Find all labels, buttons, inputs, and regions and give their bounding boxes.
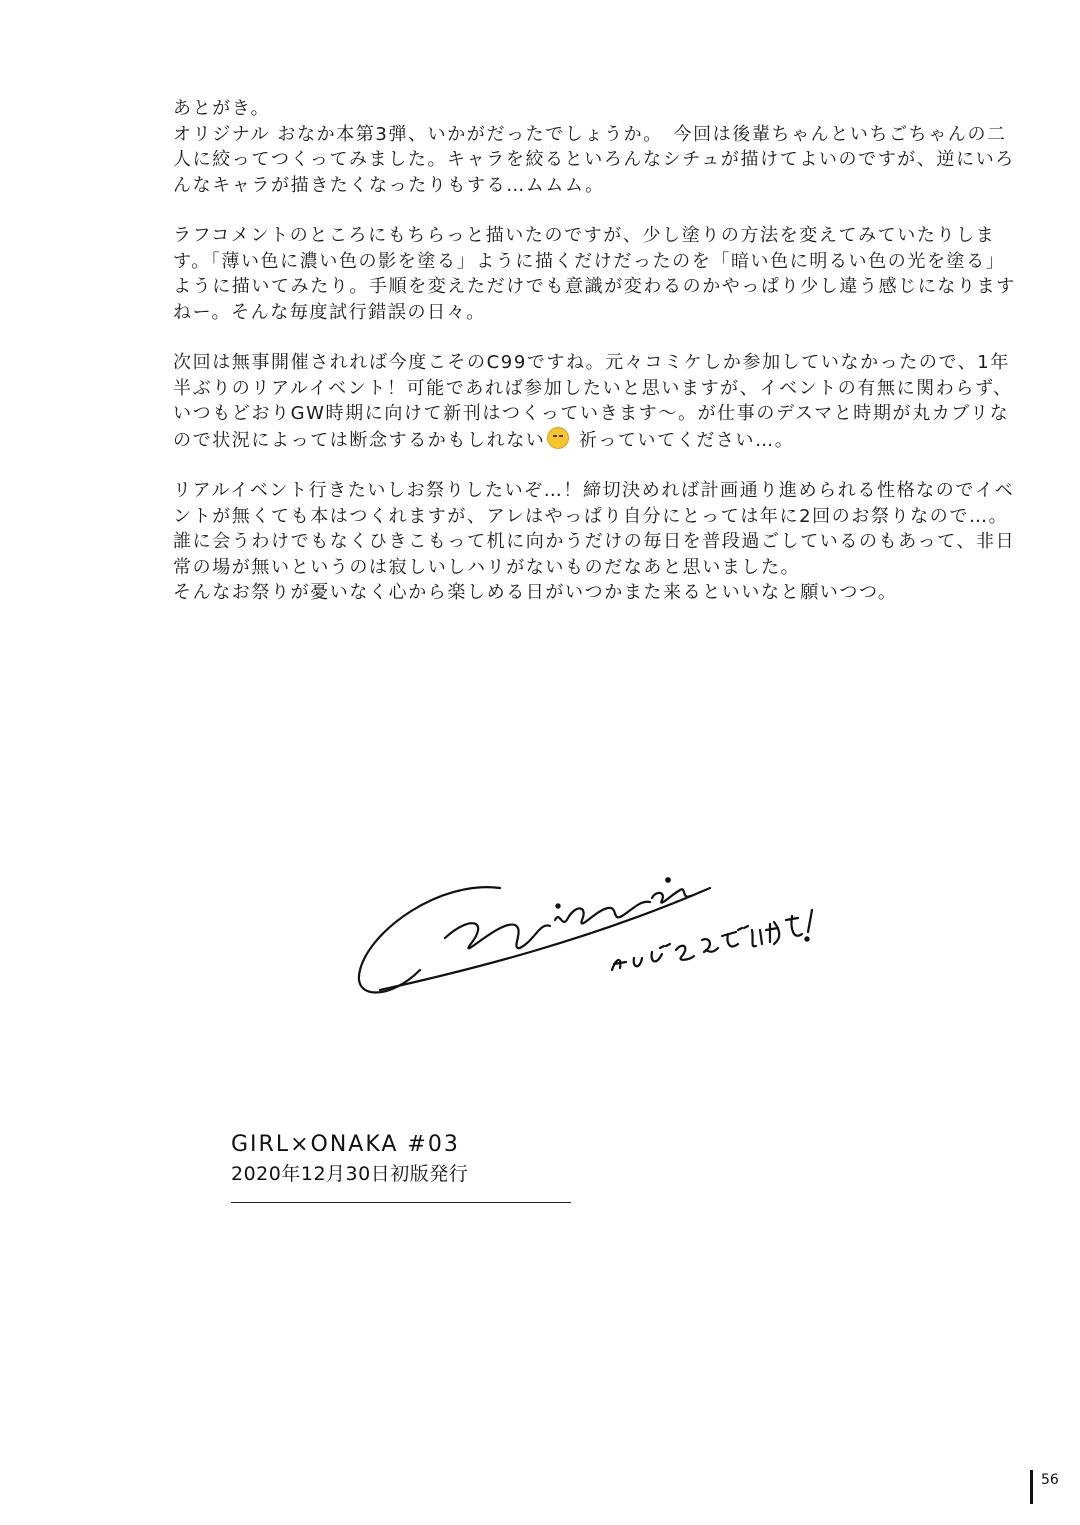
handwritten-signature <box>350 860 830 1020</box>
afterword-paragraph <box>173 223 1016 325</box>
text-line: あとがき。 <box>173 98 271 119</box>
text-line: オリジナル おなか本第3弾、いかがだったでしょうか。 今回は後輩ちゃんといちごちゃんの二 <box>173 123 1007 145</box>
afterword-text <box>173 96 1016 631</box>
text-line: ねー。そんな毎度試行錯誤の日々。 <box>173 301 486 323</box>
crying-face-emoji-icon <box>547 427 569 449</box>
text-line: 誰に会うわけでもなくひきこもって机に向かうだけの毎日を普段過ごしているのもあって、非日 <box>173 531 1016 552</box>
book-title: GIRL×ONAKA #03 <box>231 1132 460 1157</box>
text-line: 常の場が無いというのは寂しいしハリがないものだなあと思いました。 <box>173 556 801 578</box>
afterword-paragraph <box>173 350 1013 453</box>
text-line: リアルイベント行きたいしお祭りしたいぞ…！締切決めれば計画通り進められる性格なのでイベ <box>173 480 1015 501</box>
publication-date: 2020年12月30日初版発行 <box>231 1163 469 1185</box>
text-line: ラフコメントのところにもちらっと描いたのですが、少し塗りの方法を変えてみていたりしま <box>173 225 996 246</box>
colophon <box>231 1130 571 1203</box>
text-line-with-emoji <box>173 427 1013 454</box>
text-line: んなキャラが描きたくなったりもする…ムムム。 <box>173 174 605 196</box>
text-line: 次回は無事開催されれば今度こそのC99ですね。元々コミケしか参加していなかったので、1年 <box>173 352 1010 373</box>
afterword-paragraph <box>173 478 1016 606</box>
text-fragment: ので状況によっては断念するかもしれない <box>173 429 546 451</box>
divider <box>231 1202 571 1203</box>
text-fragment: 祈っていてください…。 <box>571 429 795 451</box>
text-line: す。「薄い色に濃い色の影を塗る」ように描くだけだったのを「暗い色に明るい色の光を塗る」 <box>173 250 1006 272</box>
text-line: いつもどおりGW時期に向けて新刊はつくっていきます～。が仕事のデスマと時期が丸カブリな <box>173 403 1010 424</box>
text-line: そんなお祭りが憂いなく心から楽しめる日がいつかまた来るといいなと願いつつ。 <box>173 582 898 603</box>
text-line: ように描いてみたり。手順を変えただけでも意識が変わるのかやっぱり少し違う感じになります <box>173 276 1016 297</box>
text-line: ントが無くても本はつくれますが、アレはやっぱり自分にとっては年に2回のお祭りなので…。 <box>173 505 1009 527</box>
text-line: 半ぶりのリアルイベント！可能であれば参加したいと思いますが、イベントの有無に関わらず、 <box>173 377 1013 399</box>
afterword-paragraph <box>173 96 1013 198</box>
page-number: 56 <box>1041 1472 1059 1488</box>
page-number-bar <box>1030 1470 1033 1504</box>
text-line: 人に絞ってつくってみました。キャラを絞るといろんなシチュが描けてよいのですが、逆にいろ <box>173 149 1015 170</box>
